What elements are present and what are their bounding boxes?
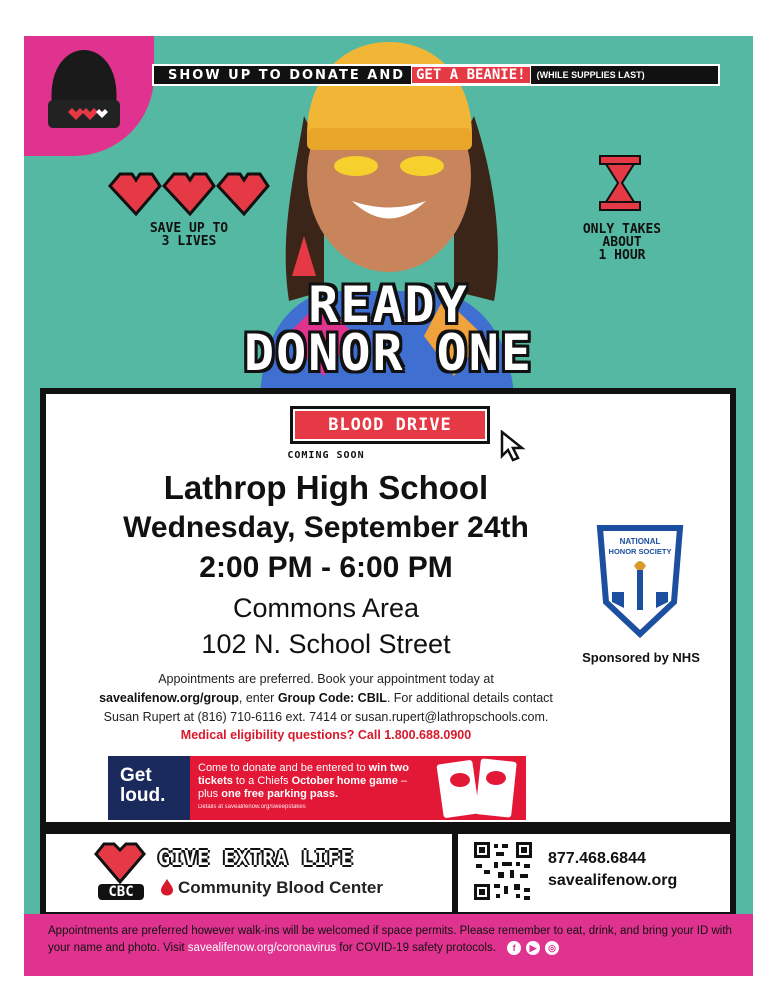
banner-text: SHOW UP TO DONATE AND <box>168 67 405 83</box>
blood-drive-label: BLOOD DRIVE <box>328 415 452 435</box>
pixel-heart-icon <box>92 840 148 884</box>
blood-drive-badge <box>290 406 490 444</box>
coming-soon: COMING SOON <box>287 450 365 461</box>
social-icons <box>507 941 559 955</box>
contact-phone[interactable]: 877.468.6844 <box>548 850 646 867</box>
event-location: Commons Area <box>232 593 420 623</box>
title-line2: DONOR ONE <box>244 324 533 382</box>
beanie-banner <box>152 64 720 86</box>
event-time: 2:00 PM - 6:00 PM <box>199 551 453 584</box>
event-date: Wednesday, September 24th <box>123 511 529 544</box>
cbc-mark: CBC <box>98 884 144 900</box>
appt-url[interactable]: savealifenow.org/group <box>99 691 239 705</box>
footer <box>24 914 753 976</box>
get-loud-line2: loud. <box>120 785 166 806</box>
title-line1: READY <box>308 276 469 334</box>
medical-eligibility: Medical eligibility questions? Call 1.800.688.0900 <box>180 728 472 742</box>
poster <box>24 36 753 976</box>
one-hour-text <box>552 223 692 262</box>
one-hour-line3: 1 HOUR <box>598 248 646 263</box>
one-hour-line1: ONLY TAKES <box>582 222 662 237</box>
promo-text-1: Come to donate and be entered to <box>198 762 369 774</box>
promo-bold-2: October home game <box>291 775 398 787</box>
instagram-icon[interactable]: ◎ <box>545 941 559 955</box>
get-loud-logo <box>108 756 190 820</box>
nhs-logo-top: NATIONAL <box>619 537 661 546</box>
cbc-box <box>40 828 464 918</box>
save-lives-text <box>119 222 259 248</box>
youtube-icon[interactable]: ▶ <box>526 941 540 955</box>
one-hour-line2: ABOUT <box>602 235 642 250</box>
nhs-logo <box>594 522 686 638</box>
tickets-icon <box>430 756 526 820</box>
banner-note: (WHILE SUPPLIES LAST) <box>536 70 645 80</box>
pixel-hearts-icon <box>106 168 272 220</box>
banner-highlight: GET A BEANIE! <box>411 66 531 84</box>
cbc-name: Community Blood Center <box>178 878 383 897</box>
group-code: Group Code: CBIL <box>277 691 387 705</box>
promo-bold-1: win two tickets <box>198 762 409 787</box>
save-lives-line1: SAVE UP TO <box>149 221 229 236</box>
promo-message <box>190 756 430 820</box>
contact-website[interactable]: savealifenow.org <box>548 872 678 889</box>
get-loud-line1: Get <box>120 765 152 786</box>
appointment-info <box>66 670 586 727</box>
footer-text-2: for COVID-19 safety protocols. <box>336 942 496 954</box>
hourglass-icon <box>598 154 642 212</box>
footer-text-1: Appointments are preferred however walk-ins will be welcomed if space permits. Please remember to eat, drink, and bring your ID with your name and photo. Visit <box>48 925 732 954</box>
school-name: Lathrop High School <box>163 469 489 506</box>
beanie-icon <box>38 46 130 138</box>
hero-title <box>24 276 753 382</box>
facebook-icon[interactable]: f <box>507 941 521 955</box>
cbc-tagline: GIVE EXTRA LIFE <box>158 846 354 870</box>
appt-text-2: , enter <box>238 691 278 705</box>
qr-code-icon[interactable] <box>472 840 534 902</box>
blood-drop-icon <box>160 878 174 896</box>
save-lives-line2: 3 LIVES <box>161 234 217 249</box>
footer-link[interactable]: savealifenow.org/coronavirus <box>187 942 337 954</box>
appt-text-1: Appointments are preferred. Book your appointment today at <box>158 672 494 686</box>
promo-bold-3: one free parking pass. <box>221 788 339 800</box>
appt-text-3: . For additional details contact <box>386 691 553 705</box>
nhs-logo-bottom: HONOR SOCIETY <box>608 547 672 556</box>
event-panel <box>40 388 736 828</box>
promo-text-3: – plus <box>198 775 408 800</box>
promo-text-2: to a Chiefs <box>232 775 292 787</box>
promo-fine-print: Details at savealifenow.org/sweepstakes <box>198 804 306 810</box>
chiefs-promo <box>108 756 526 820</box>
event-address: 102 N. School Street <box>201 629 451 659</box>
sponsor-caption: Sponsored by NHS <box>582 650 700 665</box>
contact-box <box>452 828 736 918</box>
contact-details: Susan Rupert at (816) 710-6116 ext. 7414 or susan.rupert@lathropschools.com. <box>103 710 549 724</box>
